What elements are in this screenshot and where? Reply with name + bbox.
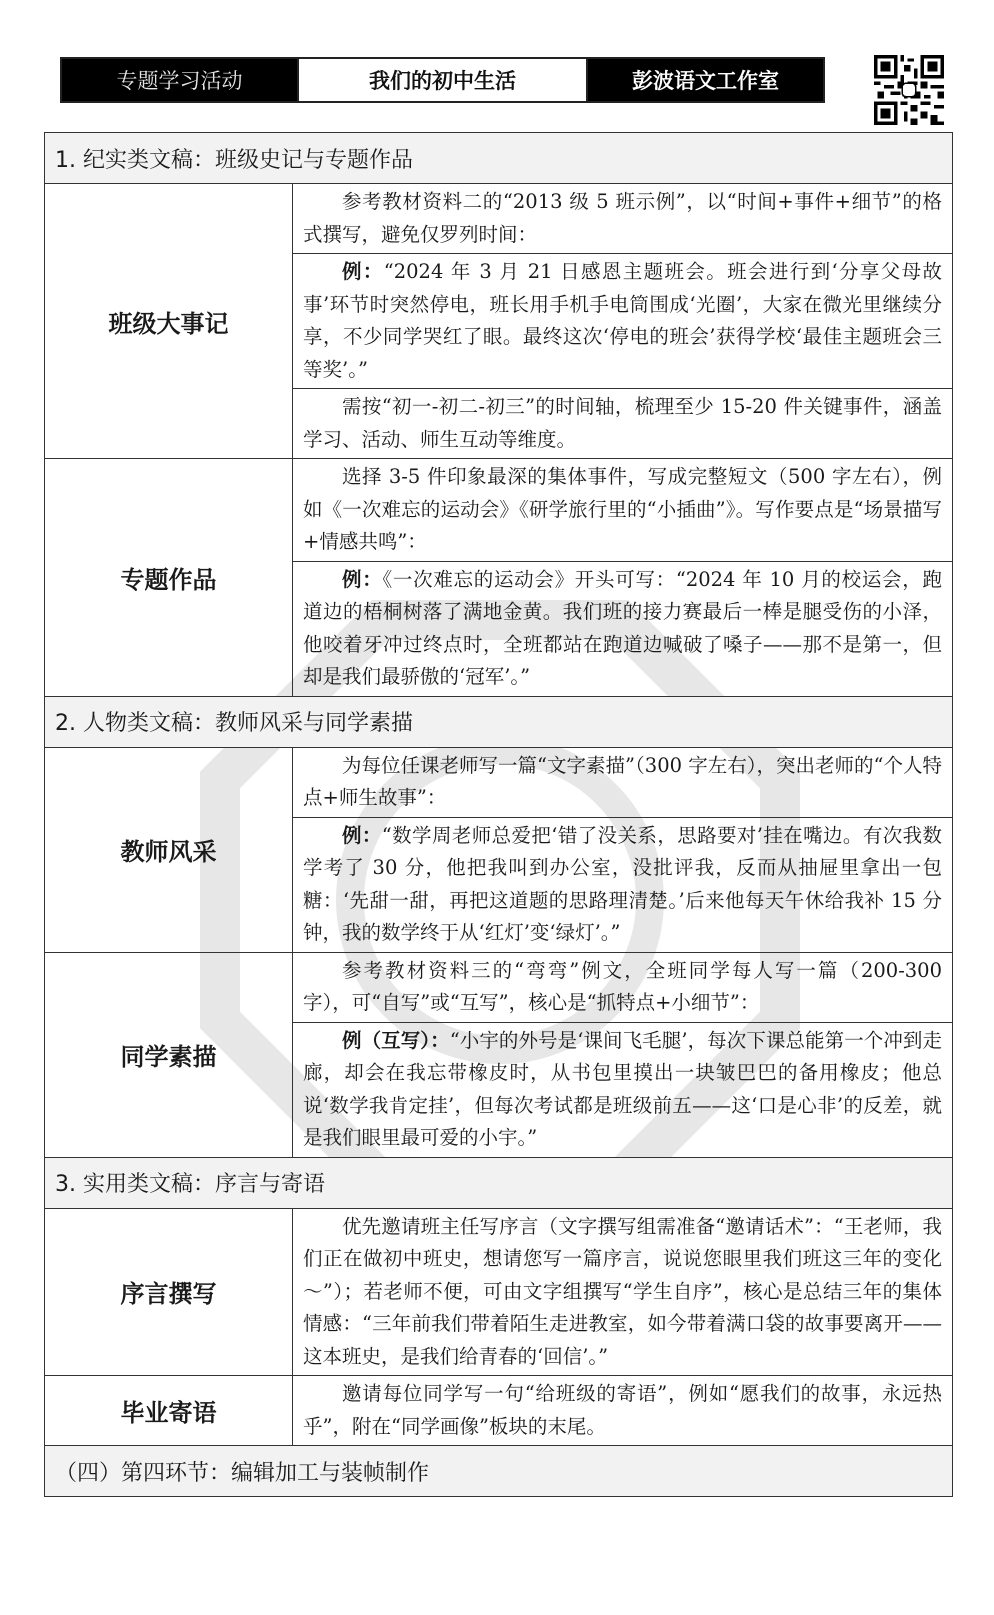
- table-row: [45, 1376, 953, 1446]
- row-label: 毕业寄语: [45, 1376, 293, 1446]
- footer-section-title: （四）第四环节：编辑加工与装帧制作: [45, 1446, 953, 1497]
- table-row: [45, 747, 953, 817]
- row-label: 序言撰写: [45, 1208, 293, 1376]
- section-header: [45, 133, 953, 184]
- topic-title: 我们的初中生活: [297, 59, 588, 101]
- activity-label: 专题学习活动: [62, 59, 297, 101]
- section-title: 2. 人物类文稿：教师风采与同学素描: [45, 696, 953, 747]
- row-label: 专题作品: [45, 459, 293, 697]
- example-lead: 例：: [342, 260, 384, 283]
- qr-code-icon: [874, 55, 944, 125]
- row-label: 班级大事记: [45, 184, 293, 459]
- section-title: 3. 实用类文稿：序言与寄语: [45, 1157, 953, 1208]
- section-header: [45, 1157, 953, 1208]
- row-paragraph: 需按“初一-初二-初三”的时间轴，梳理至少 15-20 件关键事件，涵盖学习、活动、师生互动等维度。: [293, 389, 953, 459]
- row-example: 例：“数学周老师总爱把‘错了没关系，思路要对’挂在嘴边。有次我数学考了 30 分，他把我叫到办公室，没批评我，反而从抽屉里拿出一包糖：‘先甜一甜，再把这道题的思路理清楚。’后来他每天午休给我补 15 分钟，我的数学终于从‘红灯’变‘绿灯’。”: [293, 817, 953, 952]
- example-lead: 例（互写）：: [342, 1028, 450, 1052]
- row-example: 例（互写）：“小宇的外号是‘课间飞毛腿’，每次下课总能第一个冲到走廊，却会在我忘带橡皮时，从书包里摸出一块皱巴巴的备用橡皮；他总说‘数学我肯定挂’，但每次考试都是班级前五——这‘口是心非’的反差，就是我们眼里最可爱的小宇。”: [293, 1022, 953, 1157]
- table-row: [45, 459, 953, 562]
- header-banner: [60, 57, 825, 103]
- row-paragraph: 优先邀请班主任写序言（文字撰写组需准备“邀请话术”：“王老师，我们正在做初中班史，想请您写一篇序言，说说您眼里我们班这三年的变化～”）；若老师不便，可由文字组撰写“学生自序”，核心是总结三年的集体情感：“三年前我们带着陌生走进教室，如今带着满口袋的故事要离开——这本班史，是我们给青春的‘回信’。”: [293, 1208, 953, 1376]
- table-row: [45, 952, 953, 1022]
- row-paragraph: 参考教材资料三的“弯弯”例文，全班同学每人写一篇（200-300 字），可“自写”或“互写”，核心是“抓特点+小细节”：: [293, 952, 953, 1022]
- content-table: [44, 132, 953, 1497]
- section-header: [45, 696, 953, 747]
- row-paragraph: 选择 3-5 件印象最深的集体事件，写成完整短文（500 字左右），例如《一次难忘的运动会》《研学旅行里的“小插曲”》。写作要点是“场景描写+情感共鸣”：: [293, 459, 953, 562]
- row-paragraph: 参考教材资料二的“2013 级 5 班示例”，以“时间+事件+细节”的格式撰写，避免仅罗列时间：: [293, 184, 953, 254]
- row-example: 例：“2024 年 3 月 21 日感恩主题班会。班会进行到‘分享父母故事’环节时突然停电，班长用手机手电筒围成‘光圈’，大家在微光里继续分享，不少同学哭红了眼。最终这次‘停电的班会’获得学校‘最佳主题班会三等奖’。”: [293, 254, 953, 389]
- table-row: [45, 184, 953, 254]
- row-example: 例：《一次难忘的运动会》开头可写：“2024 年 10 月的校运会，跑道边的梧桐树落了满地金黄。我们班的接力赛最后一棒是腿受伤的小泽，他咬着牙冲过终点时，全班都站在跑道边喊破了嗓子——那不是第一，但却是我们最骄傲的‘冠军’。”: [293, 561, 953, 696]
- section-header: [45, 1446, 953, 1497]
- studio-name: 彭波语文工作室: [588, 59, 823, 101]
- row-paragraph: 邀请每位同学写一句“给班级的寄语”，例如“愿我们的故事，永远热乎”，附在“同学画像”板块的末尾。: [293, 1376, 953, 1446]
- example-lead: 例：: [342, 823, 382, 847]
- row-label: 同学素描: [45, 952, 293, 1157]
- section-title: 1. 纪实类文稿：班级史记与专题作品: [45, 133, 953, 184]
- table-row: [45, 1208, 953, 1376]
- row-paragraph: 为每位任课老师写一篇“文字素描”（300 字左右），突出老师的“个人特点+师生故事”：: [293, 747, 953, 817]
- example-lead: 例：: [342, 567, 383, 591]
- row-label: 教师风采: [45, 747, 293, 952]
